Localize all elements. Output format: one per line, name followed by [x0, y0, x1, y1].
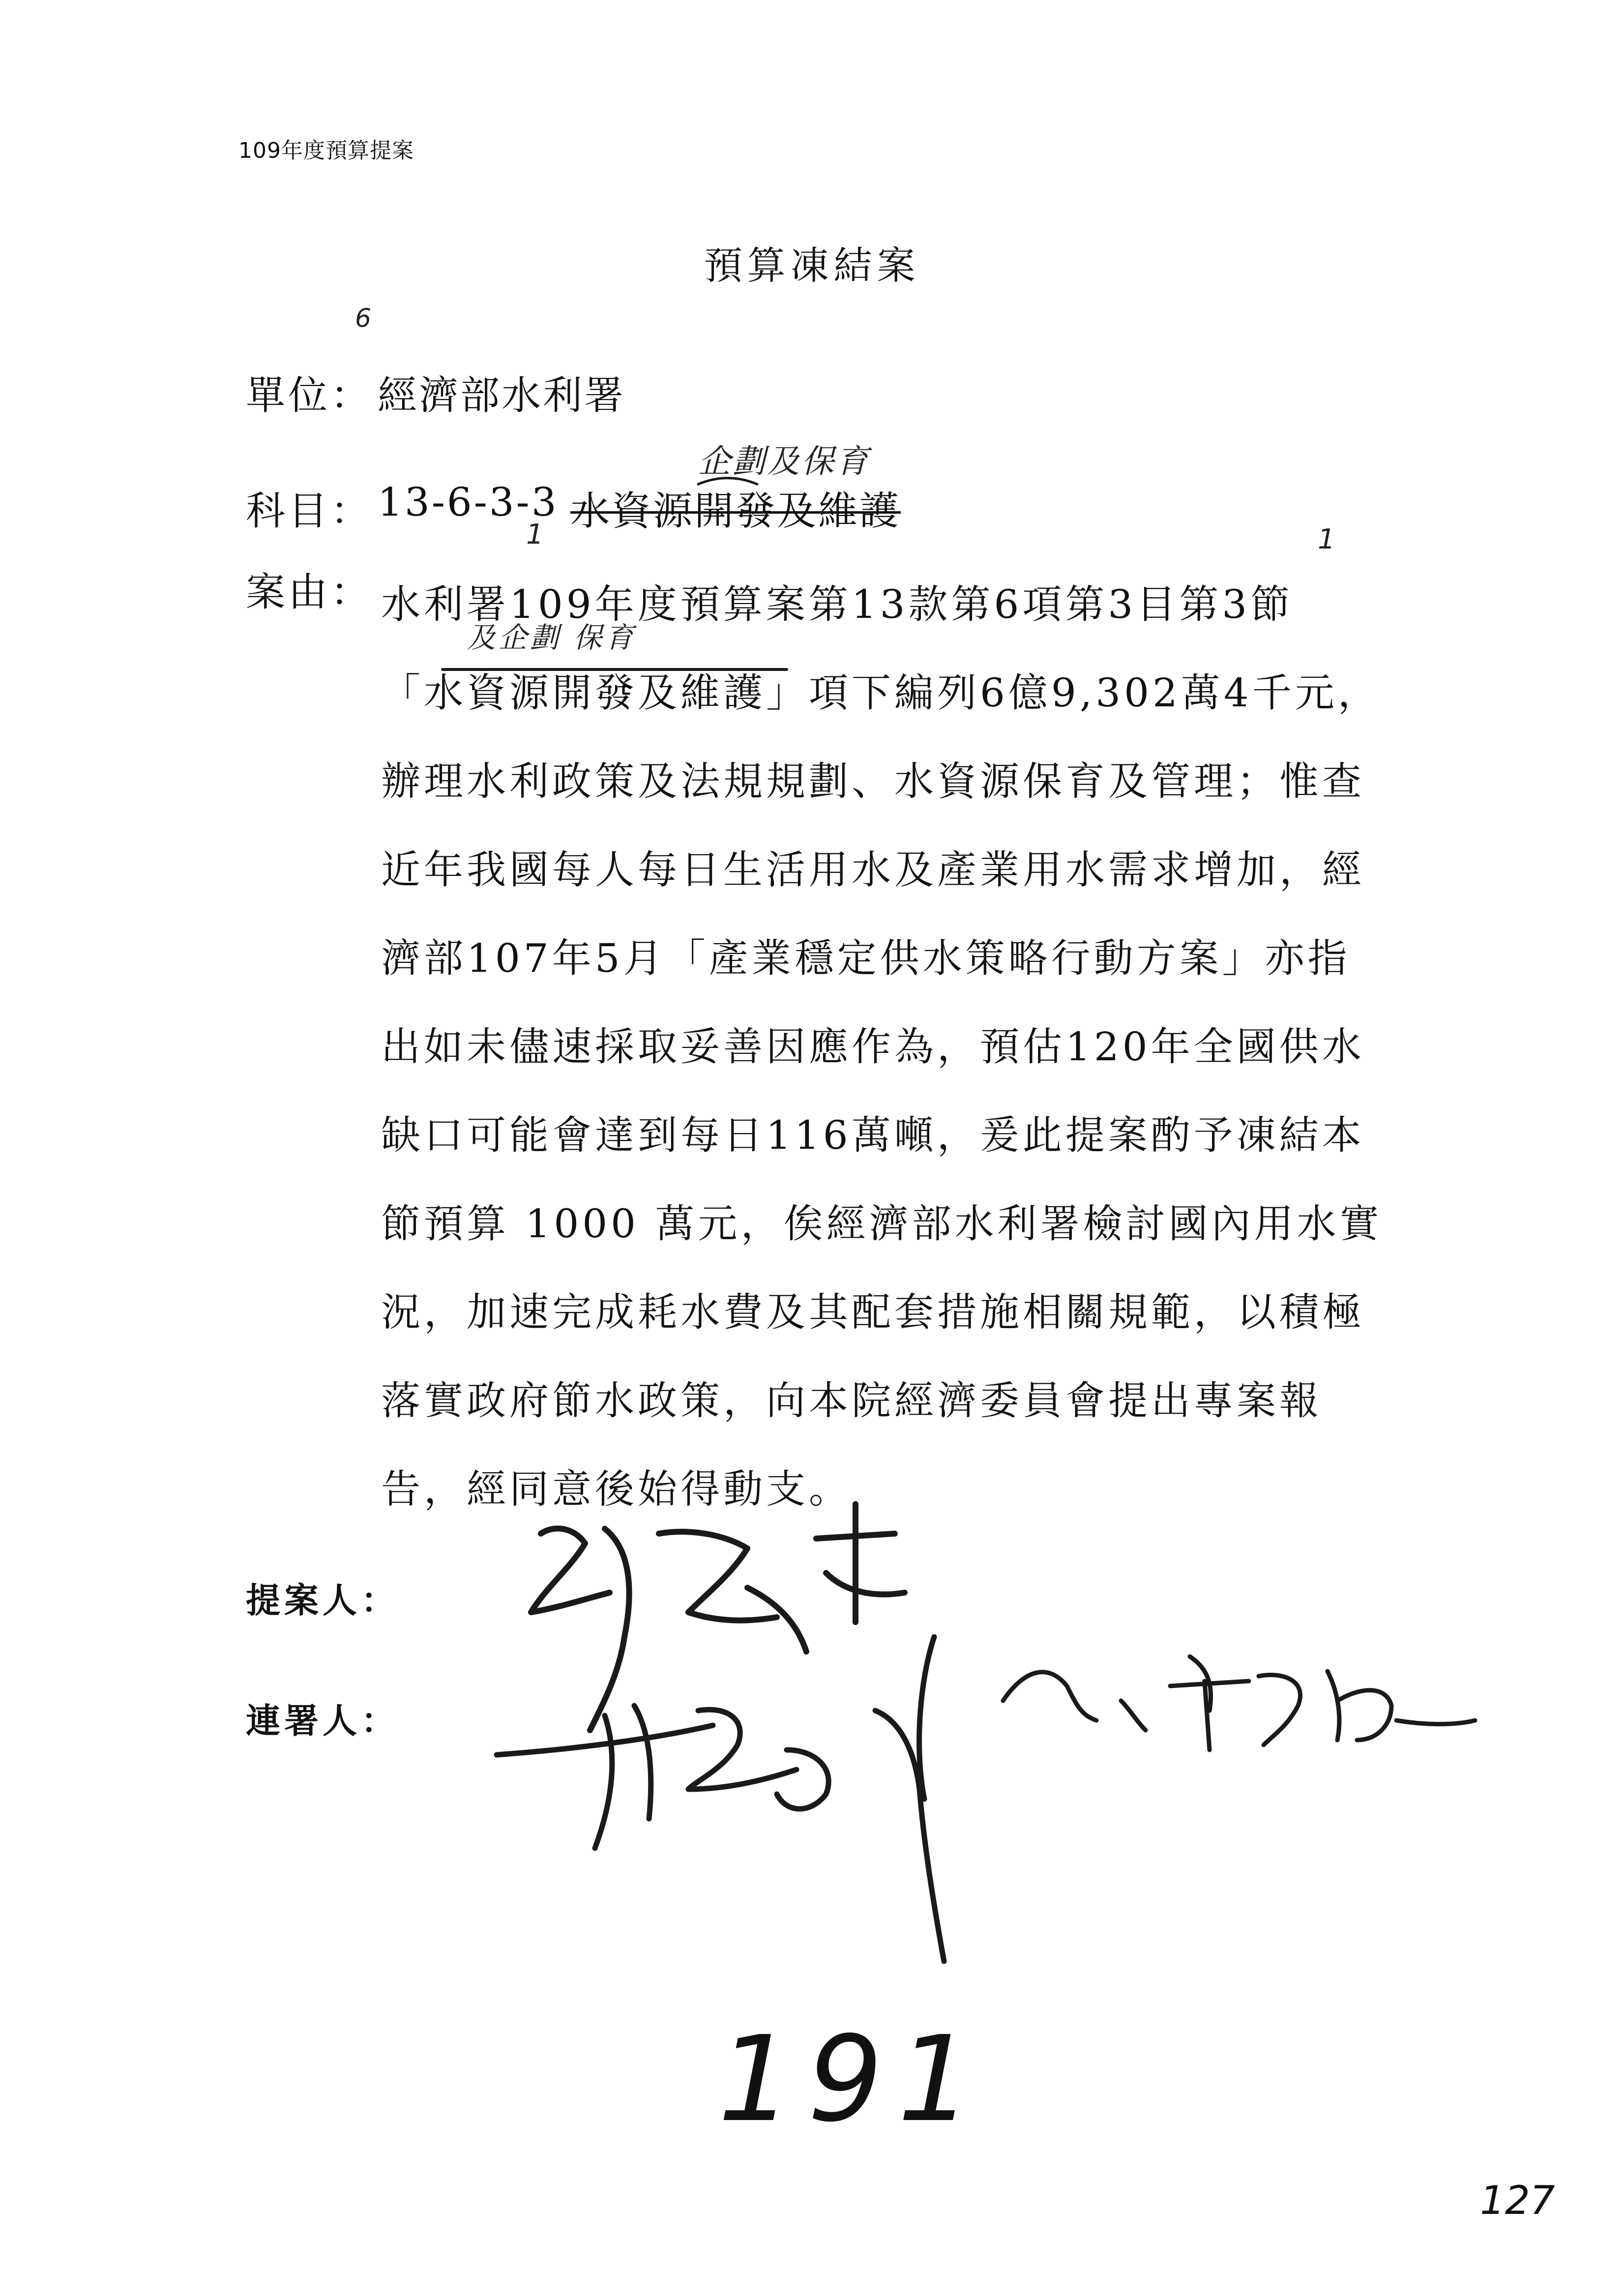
proposer-signature — [531, 1504, 905, 1730]
handwritten-reason-insert: 及企劃 保育 — [467, 621, 637, 654]
subject-value: 水資源開發及維護 — [570, 488, 901, 534]
cosigner-label: 連署人： — [246, 1701, 399, 1741]
unit-label: 單位： — [246, 373, 373, 418]
subject-code: 13-6-3-3 — [378, 479, 559, 525]
handwritten-mark-one-b: 1 — [1318, 523, 1335, 555]
cosigner-signature — [497, 1637, 944, 1961]
reason-line: 出如未儘速採取妥善因應作為，預估120年全國供水 — [381, 1024, 1365, 1070]
handwritten-page-number: 191 — [718, 2010, 988, 2148]
third-signature — [1003, 1657, 1475, 1750]
reason-line: 濟部107年5月「產業穩定供水策略行動方案」亦指 — [381, 935, 1351, 981]
unit-value: 經濟部水利署 — [378, 373, 625, 418]
reason-label: 案由： — [246, 569, 373, 615]
reason-line: 落實政府節水政策，向本院經濟委員會提出專案報 — [381, 1378, 1322, 1424]
reason-line: 況，加速完成耗水費及其配套措施相關規範，以積極 — [381, 1289, 1365, 1335]
reason-line: 節預算 1000 萬元，俟經濟部水利署檢討國內用水實 — [381, 1201, 1383, 1247]
reason-line: 告，經同意後始得動支。 — [381, 1466, 852, 1512]
header-tag: 109年度預算提案 — [238, 138, 414, 163]
reason-line: 近年我國每人每日生活用水及產業用水需求增加，經 — [381, 847, 1365, 893]
subject-insert-caret — [698, 478, 757, 485]
handwritten-mark-six: 6 — [355, 304, 372, 333]
document-title: 預算凍結案 — [704, 244, 920, 288]
reason-line: 辦理水利政策及法規規劃、水資源保育及管理；惟查 — [381, 758, 1365, 804]
subject-label: 科目： — [246, 488, 373, 534]
reason-line: 水利署109年度預算案第13款第6項第3目第3節 — [381, 581, 1294, 627]
handwritten-corner-number: 127 — [1480, 2178, 1555, 2223]
proposer-label: 提案人： — [246, 1580, 399, 1621]
reason-line: 「水資源開發及維護」項下編列6億9,302萬4千元， — [381, 670, 1381, 716]
handwritten-mark-one-a: 1 — [526, 519, 544, 551]
handwritten-subject-insert: 企劃及保育 — [698, 442, 870, 480]
reason-line: 缺口可能會達到每日116萬噸，爰此提案酌予凍結本 — [381, 1112, 1365, 1158]
